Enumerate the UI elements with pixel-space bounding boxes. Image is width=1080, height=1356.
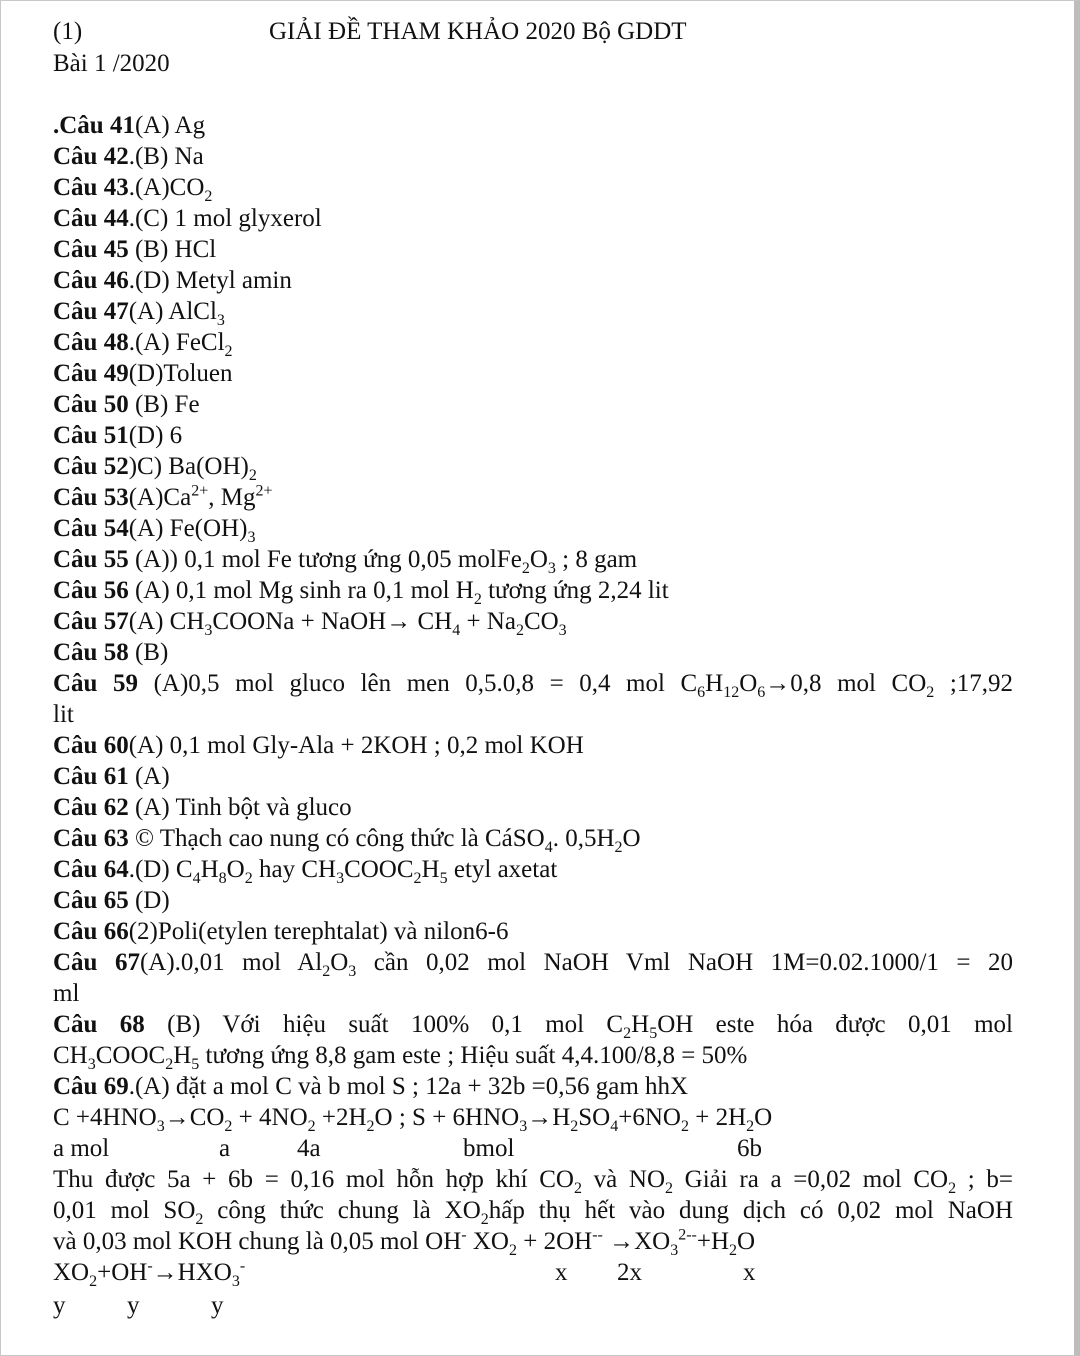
answer-66: Câu 66(2)Poli(etylen terephtalat) và nilon6-6 <box>53 918 509 945</box>
answer-61: Câu 61 (A) <box>53 763 170 790</box>
answer-63: Câu 63 © Thạch cao nung có công thức là CáSO$_4$. $0,5H_2O$ <box>53 825 641 856</box>
answer-51: Câu 51(D) 6 <box>53 422 183 449</box>
answer-42: Câu 42.(B) Na <box>53 143 204 170</box>
answer-46: Câu 46.(D) Metyl amin <box>53 267 292 294</box>
mole-row-y-1: y <box>53 1292 66 1319</box>
mole-row-2x: 2x <box>617 1259 642 1286</box>
answer-69: Câu 69.(A) đặt a mol C và b mol S ; 12a + 32b =0,56 gam hhX <box>53 1073 689 1100</box>
answer-68: Câu 68 (B) Với hiệu suất 100% 0,1 mol $C_2H_5OH$ este hóa được 0,01 mol <box>53 1011 1013 1042</box>
answer-68-continued: $CH_3COOC_2H_5$ tương ứng 8,8 gam este ; Hiệu suất 4,4.100/8,8 = 50% <box>53 1042 748 1073</box>
equation-line: $C +4HNO_3\to CO_2 + 4NO_2 +2H_2O$ ; $S + 6HNO_3\to H_2SO_4+6NO_2 + 2H_2O$ <box>53 1104 773 1135</box>
page-title: GIẢI ĐỀ THAM KHẢO 2020 Bộ GDDT <box>269 18 687 45</box>
mole-row-a-mol: a mol <box>53 1135 110 1162</box>
answer-50: Câu 50 (B) Fe <box>53 391 200 418</box>
answer-67-continued: ml <box>53 980 80 1007</box>
answer-60: Câu 60(A) 0,1 mol Gly-Ala + 2KOH ; 0,2 mol KOH <box>53 732 584 759</box>
answer-47: Câu 47(A) AlCl$_3$ <box>53 298 225 329</box>
answer-52: Câu 52)C) $Ba(OH)_2$ <box>53 453 257 484</box>
page-subtitle: Bài 1 /2020 <box>53 50 170 77</box>
mole-row-x-2: x <box>743 1259 756 1286</box>
answer-41: .Câu 41(A) Ag <box>53 112 206 139</box>
mole-row-bmol: bmol <box>463 1135 515 1162</box>
solution-paragraph-3: và 0,03 mol KOH chung là 0,05 mol OH- $XO_2 + 2OH^{--} \to XO_3^{2--}+H_2O$ <box>53 1226 756 1259</box>
answer-48: Câu 48.(A) FeCl$_2$ <box>53 329 233 360</box>
answer-53: Câu $53(A)Ca^{2+}$, $Mg^{2+}$ <box>53 482 273 511</box>
solution-paragraph-2: 0,01 mol $SO_2$ công thức chung là $XO_2hấp$ thụ hết vào dung dịch có 0,02 mol NaOH <box>53 1197 1014 1228</box>
mole-row-6b: 6b <box>737 1135 762 1162</box>
page-number: (1) <box>53 18 83 45</box>
answer-54: Câu 54(A) $Fe(OH)_3$ <box>53 515 256 546</box>
solution-paragraph-4: $XO_2+OH^-\to HXO_3^-$ <box>53 1257 246 1290</box>
mole-row-a: a <box>219 1135 231 1162</box>
mole-row-y-3: y <box>211 1292 224 1319</box>
mole-row-x-1: x <box>555 1259 568 1286</box>
answer-65: Câu 65 (D) <box>53 887 170 914</box>
answer-44: Câu 44.(C) 1 mol glyxerol <box>53 205 322 232</box>
answer-59-continued: lit <box>53 701 74 728</box>
answer-59: Câu 59 (A)0,5 mol gluco lên men 0,5.0,8 = 0,4 mol $C_6H_{12}O_6\to 0,8$ mol $CO_2$ ;17,92 <box>53 670 1014 701</box>
answer-58: Câu 58 (B) <box>53 639 169 666</box>
solution-paragraph-1: Thu được 5a + 6b = 0,16 mol hỗn hợp khí $CO_2$ và $NO_2$ Giải ra a =0,02 mol $CO_2$ ; b= <box>53 1166 1014 1197</box>
answer-56: Câu 56 (A) 0,1 mol Mg sinh ra 0,1 mol $H_2$ tương ứng 2,24 lit <box>53 577 669 608</box>
answer-62: Câu 62 (A) Tinh bột và gluco <box>53 794 352 821</box>
mole-row-y-2: y <box>127 1292 140 1319</box>
answer-49: Câu 49(D)Toluen <box>53 360 233 387</box>
answer-55: Câu 55 (A)) 0,1 mol Fe tương ứng 0,05 $molFe_2O_3$ ; 8 gam <box>53 546 638 577</box>
answer-45: Câu 45 (B) HCl <box>53 236 217 263</box>
mole-row-4a: 4a <box>297 1135 321 1162</box>
answer-67: Câu 67(A).0,01 mol $Al_2O_3$ cần 0,02 mol NaOH Vml NaOH 1M=0.02.1000/1 = 20 <box>53 949 1014 980</box>
answer-57: Câu 57(A) $CH_3COONa$ + NaOH→ $CH_4 + Na_2CO_3$ <box>53 608 567 639</box>
answer-64: Câu 64.(D) $C_4H_8O_2$ hay $CH_3COOC_2H_5$ etyl axetat <box>53 856 558 887</box>
answer-43: Câu $43.(A)CO_2$ <box>53 174 213 205</box>
